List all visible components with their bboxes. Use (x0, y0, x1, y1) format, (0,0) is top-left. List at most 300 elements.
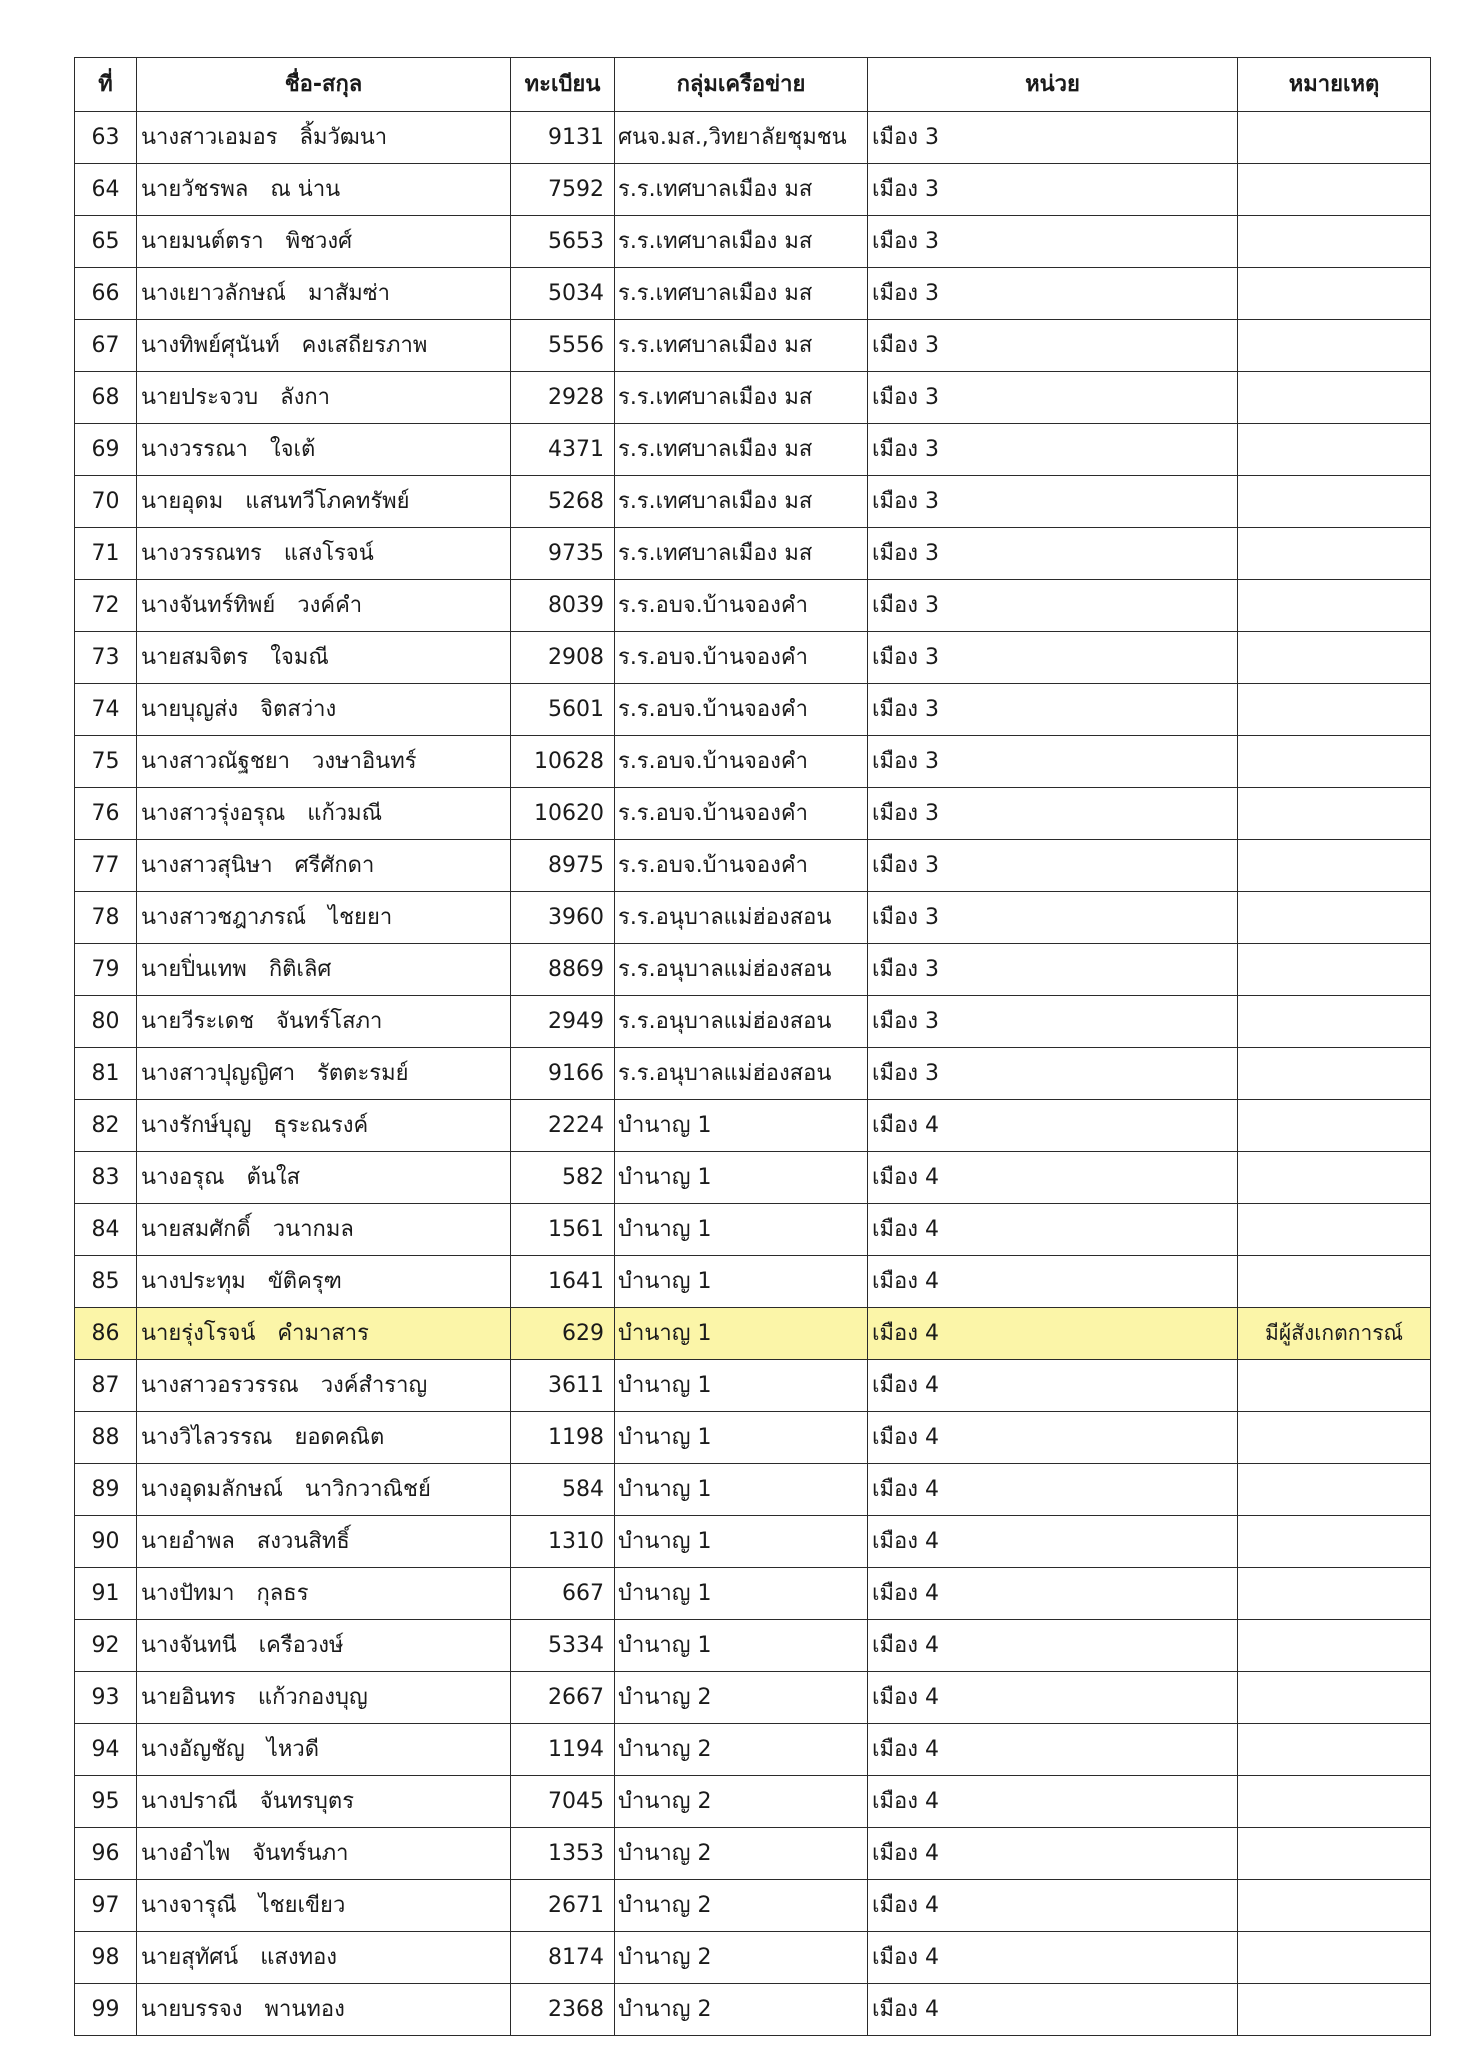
row-remark (1238, 216, 1431, 268)
row-network-group: ร.ร.อนุบาลแม่ฮ่องสอน (615, 996, 868, 1048)
row-number: 91 (75, 1568, 137, 1620)
row-unit: เมือง 3 (868, 996, 1238, 1048)
row-first-name: นายวัชรพล (141, 176, 249, 202)
row-number: 67 (75, 320, 137, 372)
row-network-group: บำนาญ 2 (615, 1932, 868, 1984)
table-row (75, 1048, 1431, 1100)
row-last-name: ขัติครุฑ (267, 1268, 342, 1294)
row-first-name: นายปิ่นเทพ (141, 956, 247, 982)
row-unit: เมือง 3 (868, 580, 1238, 632)
row-remark (1238, 1464, 1431, 1516)
row-number: 79 (75, 944, 137, 996)
table-row (75, 1152, 1431, 1204)
header-unit: หน่วย (868, 58, 1238, 112)
row-registration: 2908 (511, 632, 615, 684)
row-number: 72 (75, 580, 137, 632)
row-network-group: ร.ร.เทศบาลเมือง มส (615, 164, 868, 216)
row-first-name: นางอรุณ (141, 1164, 225, 1190)
row-last-name: แสงโรจน์ (283, 540, 374, 566)
row-last-name: จิตสว่าง (260, 696, 337, 722)
row-unit: เมือง 3 (868, 112, 1238, 164)
row-last-name: สงวนสิทธิ์ (256, 1528, 350, 1554)
row-number: 71 (75, 528, 137, 580)
row-remark (1238, 1256, 1431, 1308)
row-last-name: มาสัมซ่า (307, 280, 391, 306)
row-registration: 3960 (511, 892, 615, 944)
row-number: 68 (75, 372, 137, 424)
row-remark (1238, 1360, 1431, 1412)
table-row (75, 528, 1431, 580)
row-registration: 8975 (511, 840, 615, 892)
row-name (137, 1620, 511, 1672)
row-name (137, 840, 511, 892)
row-network-group: ร.ร.อนุบาลแม่ฮ่องสอน (615, 892, 868, 944)
row-name (137, 216, 511, 268)
row-unit: เมือง 4 (868, 1256, 1238, 1308)
row-remark (1238, 1776, 1431, 1828)
row-network-group: ร.ร.เทศบาลเมือง มส (615, 372, 868, 424)
row-name (137, 1828, 511, 1880)
row-number: 73 (75, 632, 137, 684)
row-registration: 1198 (511, 1412, 615, 1464)
row-number: 76 (75, 788, 137, 840)
row-unit: เมือง 3 (868, 216, 1238, 268)
row-registration: 667 (511, 1568, 615, 1620)
row-registration: 5268 (511, 476, 615, 528)
row-first-name: นายมนต์ตรา (141, 228, 264, 254)
row-first-name: นางอัญชัญ (141, 1736, 245, 1762)
row-first-name: นางจันทร์ทิพย์ (141, 592, 276, 618)
row-number: 69 (75, 424, 137, 476)
row-first-name: นายอำพล (141, 1528, 235, 1554)
row-network-group: บำนาญ 1 (615, 1152, 868, 1204)
row-network-group: บำนาญ 1 (615, 1256, 868, 1308)
row-unit: เมือง 3 (868, 736, 1238, 788)
row-registration: 8869 (511, 944, 615, 996)
row-first-name: นางอุดมลักษณ์ (141, 1476, 283, 1502)
row-first-name: นางเยาวลักษณ์ (141, 280, 286, 306)
table-row (75, 1620, 1431, 1672)
row-unit: เมือง 3 (868, 840, 1238, 892)
row-remark (1238, 580, 1431, 632)
row-number: 99 (75, 1984, 137, 2036)
table-row (75, 164, 1431, 216)
row-network-group: บำนาญ 1 (615, 1568, 868, 1620)
table-row (75, 632, 1431, 684)
row-remark (1238, 1880, 1431, 1932)
table-row (75, 1308, 1431, 1360)
row-first-name: นายอุดม (141, 488, 224, 514)
row-remark (1238, 320, 1431, 372)
row-last-name: พิชวงศ์ (285, 228, 353, 254)
row-registration: 2224 (511, 1100, 615, 1152)
row-last-name: กุลธร (256, 1580, 309, 1606)
row-first-name: นายบรรจง (141, 1996, 243, 2022)
row-network-group: บำนาญ 2 (615, 1880, 868, 1932)
row-unit: เมือง 4 (868, 1828, 1238, 1880)
table-row (75, 1932, 1431, 1984)
row-network-group: ร.ร.เทศบาลเมือง มส (615, 528, 868, 580)
row-registration: 1561 (511, 1204, 615, 1256)
table-row (75, 1984, 1431, 2036)
row-last-name: ลังกา (280, 384, 330, 410)
row-registration: 5556 (511, 320, 615, 372)
header-name: ชื่อ-สกุล (137, 58, 511, 112)
row-name (137, 1984, 511, 2036)
row-name (137, 268, 511, 320)
row-registration: 1641 (511, 1256, 615, 1308)
row-registration: 2671 (511, 1880, 615, 1932)
row-name (137, 1724, 511, 1776)
row-remark (1238, 1984, 1431, 2036)
row-number: 87 (75, 1360, 137, 1412)
row-remark (1238, 268, 1431, 320)
row-name (137, 632, 511, 684)
row-name (137, 476, 511, 528)
table-row (75, 1516, 1431, 1568)
row-name (137, 320, 511, 372)
row-remark (1238, 944, 1431, 996)
row-last-name: จันทร์นภา (252, 1840, 349, 1866)
row-unit: เมือง 4 (868, 1620, 1238, 1672)
table-row (75, 1672, 1431, 1724)
row-registration: 5334 (511, 1620, 615, 1672)
row-last-name: ไชยยา (328, 904, 393, 930)
row-number: 88 (75, 1412, 137, 1464)
row-last-name: ลิ้มวัฒนา (299, 124, 388, 150)
row-unit: เมือง 3 (868, 632, 1238, 684)
row-registration: 9166 (511, 1048, 615, 1100)
row-name (137, 1776, 511, 1828)
row-name (137, 1516, 511, 1568)
row-name (137, 1308, 511, 1360)
row-number: 83 (75, 1152, 137, 1204)
row-first-name: นางสาวณัฐชยา (141, 748, 290, 774)
row-number: 98 (75, 1932, 137, 1984)
row-registration: 8039 (511, 580, 615, 632)
row-first-name: นายสมจิตร (141, 644, 249, 670)
row-number: 64 (75, 164, 137, 216)
row-unit: เมือง 3 (868, 892, 1238, 944)
row-first-name: นางจันทนี (141, 1632, 237, 1658)
row-name (137, 372, 511, 424)
row-registration: 7592 (511, 164, 615, 216)
row-first-name: นางวิไลวรรณ (141, 1424, 273, 1450)
row-name (137, 1412, 511, 1464)
row-number: 74 (75, 684, 137, 736)
row-name (137, 1932, 511, 1984)
row-remark (1238, 1100, 1431, 1152)
row-number: 85 (75, 1256, 137, 1308)
header-registration: ทะเบียน (511, 58, 615, 112)
row-first-name: นายอินทร (141, 1684, 236, 1710)
row-first-name: นางจารุณี (141, 1892, 237, 1918)
row-registration: 2928 (511, 372, 615, 424)
row-last-name: ยอดคณิต (294, 1424, 385, 1450)
table-row (75, 684, 1431, 736)
row-name (137, 1256, 511, 1308)
row-registration: 2368 (511, 1984, 615, 2036)
row-unit: เมือง 4 (868, 1464, 1238, 1516)
row-registration: 3611 (511, 1360, 615, 1412)
row-number: 65 (75, 216, 137, 268)
row-last-name: แก้วมณี (307, 800, 383, 826)
row-first-name: นางสาวสุนิษา (141, 852, 273, 878)
row-name (137, 892, 511, 944)
row-last-name: แก้วกองบุญ (257, 1684, 368, 1710)
document-page (74, 57, 1430, 2036)
row-first-name: นางอำไพ (141, 1840, 231, 1866)
row-number: 84 (75, 1204, 137, 1256)
table-row (75, 944, 1431, 996)
row-name (137, 164, 511, 216)
table-row (75, 320, 1431, 372)
row-registration: 4371 (511, 424, 615, 476)
row-unit: เมือง 3 (868, 788, 1238, 840)
row-first-name: นางสาวชฎาภรณ์ (141, 904, 307, 930)
row-number: 96 (75, 1828, 137, 1880)
row-remark (1238, 372, 1431, 424)
row-unit: เมือง 4 (868, 1360, 1238, 1412)
table-row (75, 216, 1431, 268)
row-last-name: ศรีศักดา (294, 852, 375, 878)
row-network-group: ร.ร.เทศบาลเมือง มส (615, 268, 868, 320)
row-first-name: นางสาวเอมอร (141, 124, 278, 150)
row-registration: 1310 (511, 1516, 615, 1568)
row-number: 94 (75, 1724, 137, 1776)
row-name (137, 1464, 511, 1516)
row-network-group: บำนาญ 1 (615, 1412, 868, 1464)
row-unit: เมือง 3 (868, 424, 1238, 476)
row-network-group: ร.ร.อบจ.บ้านจองคำ (615, 580, 868, 632)
row-last-name: ไชยเขียว (258, 1892, 346, 1918)
table-row (75, 1568, 1431, 1620)
row-remark (1238, 1048, 1431, 1100)
row-last-name: วนากมล (272, 1216, 354, 1242)
row-registration: 5034 (511, 268, 615, 320)
row-remark (1238, 1516, 1431, 1568)
row-remark: มีผู้สังเกตการณ์ (1238, 1308, 1431, 1360)
row-unit: เมือง 3 (868, 476, 1238, 528)
row-first-name: นายสมศักดิ์ (141, 1216, 251, 1242)
row-number: 78 (75, 892, 137, 944)
table-row (75, 1204, 1431, 1256)
row-unit: เมือง 4 (868, 1412, 1238, 1464)
row-registration: 1194 (511, 1724, 615, 1776)
table-body (75, 112, 1431, 2036)
row-number: 66 (75, 268, 137, 320)
row-unit: เมือง 3 (868, 528, 1238, 580)
row-network-group: ร.ร.อนุบาลแม่ฮ่องสอน (615, 1048, 868, 1100)
header-network-group: กลุ่มเครือข่าย (615, 58, 868, 112)
table-row (75, 1880, 1431, 1932)
row-registration: 7045 (511, 1776, 615, 1828)
row-first-name: นายสุทัศน์ (141, 1944, 239, 1970)
row-network-group: บำนาญ 1 (615, 1464, 868, 1516)
row-name (137, 944, 511, 996)
table-row (75, 1256, 1431, 1308)
row-name (137, 684, 511, 736)
row-first-name: นางปัทมา (141, 1580, 235, 1606)
row-remark (1238, 1932, 1431, 1984)
row-network-group: บำนาญ 1 (615, 1308, 868, 1360)
row-name (137, 112, 511, 164)
row-first-name: นางสาวรุ่งอรุณ (141, 800, 286, 826)
table-row (75, 996, 1431, 1048)
row-name (137, 1880, 511, 1932)
row-name (137, 1360, 511, 1412)
row-first-name: นางทิพย์ศุนันท์ (141, 332, 280, 358)
row-last-name: แสนทวีโภคทรัพย์ (245, 488, 410, 514)
row-unit: เมือง 4 (868, 1568, 1238, 1620)
row-unit: เมือง 4 (868, 1672, 1238, 1724)
row-first-name: นางสาวปุญญิศา (141, 1060, 296, 1086)
row-name (137, 528, 511, 580)
row-network-group: ร.ร.เทศบาลเมือง มส (615, 320, 868, 372)
row-number: 70 (75, 476, 137, 528)
row-number: 93 (75, 1672, 137, 1724)
row-registration: 9735 (511, 528, 615, 580)
row-unit: เมือง 4 (868, 1776, 1238, 1828)
row-registration: 10620 (511, 788, 615, 840)
row-last-name: กิติเลิศ (268, 956, 332, 982)
row-name (137, 736, 511, 788)
table-row (75, 840, 1431, 892)
row-remark (1238, 1724, 1431, 1776)
row-last-name: คำมาสาร (277, 1320, 369, 1346)
row-network-group: ร.ร.เทศบาลเมือง มส (615, 424, 868, 476)
row-unit: เมือง 4 (868, 1516, 1238, 1568)
row-remark (1238, 1412, 1431, 1464)
row-last-name: จันทรบุตร (259, 1788, 355, 1814)
table-row (75, 1100, 1431, 1152)
row-first-name: นางวรรณา (141, 436, 248, 462)
row-name (137, 580, 511, 632)
row-number: 80 (75, 996, 137, 1048)
row-unit: เมือง 3 (868, 1048, 1238, 1100)
row-last-name: ใจมณี (270, 644, 329, 670)
table-row (75, 1828, 1431, 1880)
row-number: 75 (75, 736, 137, 788)
row-name (137, 1048, 511, 1100)
row-number: 63 (75, 112, 137, 164)
row-unit: เมือง 3 (868, 268, 1238, 320)
row-remark (1238, 736, 1431, 788)
row-network-group: บำนาญ 2 (615, 1776, 868, 1828)
row-remark (1238, 892, 1431, 944)
table-row (75, 736, 1431, 788)
row-last-name: นาวิกวาณิชย์ (304, 1476, 431, 1502)
row-unit: เมือง 3 (868, 164, 1238, 216)
row-remark (1238, 840, 1431, 892)
row-first-name: นายประจวบ (141, 384, 259, 410)
row-network-group: บำนาญ 1 (615, 1100, 868, 1152)
row-remark (1238, 1152, 1431, 1204)
row-number: 90 (75, 1516, 137, 1568)
table-row (75, 476, 1431, 528)
row-number: 77 (75, 840, 137, 892)
row-name (137, 996, 511, 1048)
table-row (75, 1464, 1431, 1516)
table-row (75, 1360, 1431, 1412)
row-first-name: นางประทุม (141, 1268, 246, 1294)
table-row (75, 112, 1431, 164)
row-remark (1238, 1620, 1431, 1672)
header-no: ที่ (75, 58, 137, 112)
row-registration: 5601 (511, 684, 615, 736)
table-row (75, 372, 1431, 424)
table-row (75, 268, 1431, 320)
row-name (137, 1100, 511, 1152)
row-registration: 5653 (511, 216, 615, 268)
row-remark (1238, 1204, 1431, 1256)
row-unit: เมือง 4 (868, 1724, 1238, 1776)
row-number: 89 (75, 1464, 137, 1516)
row-unit: เมือง 3 (868, 320, 1238, 372)
row-last-name: วงค์สำราญ (320, 1372, 428, 1398)
row-registration: 629 (511, 1308, 615, 1360)
row-network-group: บำนาญ 2 (615, 1724, 868, 1776)
row-remark (1238, 996, 1431, 1048)
table-row (75, 1776, 1431, 1828)
table-row (75, 788, 1431, 840)
table-row (75, 1412, 1431, 1464)
row-name (137, 788, 511, 840)
row-last-name: ไหวดี (266, 1736, 319, 1762)
row-first-name: นางวรรณทร (141, 540, 262, 566)
row-unit: เมือง 3 (868, 684, 1238, 736)
row-last-name: วงค์คำ (297, 592, 363, 618)
row-name (137, 1568, 511, 1620)
row-remark (1238, 788, 1431, 840)
row-remark (1238, 424, 1431, 476)
row-network-group: บำนาญ 1 (615, 1204, 868, 1256)
row-remark (1238, 476, 1431, 528)
row-number: 92 (75, 1620, 137, 1672)
row-network-group: ร.ร.อบจ.บ้านจองคำ (615, 684, 868, 736)
table-row (75, 892, 1431, 944)
row-name (137, 1152, 511, 1204)
row-last-name: รัตตะรมย์ (317, 1060, 409, 1086)
row-registration: 582 (511, 1152, 615, 1204)
row-network-group: ร.ร.อบจ.บ้านจองคำ (615, 632, 868, 684)
row-network-group: ร.ร.เทศบาลเมือง มส (615, 216, 868, 268)
row-network-group: ร.ร.เทศบาลเมือง มส (615, 476, 868, 528)
row-last-name: เครือวงษ์ (258, 1632, 344, 1658)
row-network-group: บำนาญ 2 (615, 1672, 868, 1724)
row-first-name: นายวีระเดช (141, 1008, 255, 1034)
row-network-group: บำนาญ 2 (615, 1984, 868, 2036)
row-network-group: ศนจ.มส.,วิทยาลัยชุมชน (615, 112, 868, 164)
row-last-name: พานทอง (264, 1996, 345, 2022)
row-network-group: บำนาญ 1 (615, 1516, 868, 1568)
table-row (75, 1724, 1431, 1776)
row-unit: เมือง 4 (868, 1308, 1238, 1360)
row-unit: เมือง 3 (868, 372, 1238, 424)
row-name (137, 424, 511, 476)
row-network-group: บำนาญ 1 (615, 1620, 868, 1672)
row-number: 86 (75, 1308, 137, 1360)
member-table (74, 57, 1431, 2036)
row-unit: เมือง 4 (868, 1204, 1238, 1256)
table-header (75, 58, 1431, 112)
row-last-name: ธุระณรงค์ (273, 1112, 369, 1138)
row-last-name: คงเสถียรภาพ (301, 332, 428, 358)
row-first-name: นางรักษ์บุญ (141, 1112, 252, 1138)
row-number: 82 (75, 1100, 137, 1152)
row-network-group: ร.ร.อบจ.บ้านจองคำ (615, 788, 868, 840)
row-registration: 8174 (511, 1932, 615, 1984)
